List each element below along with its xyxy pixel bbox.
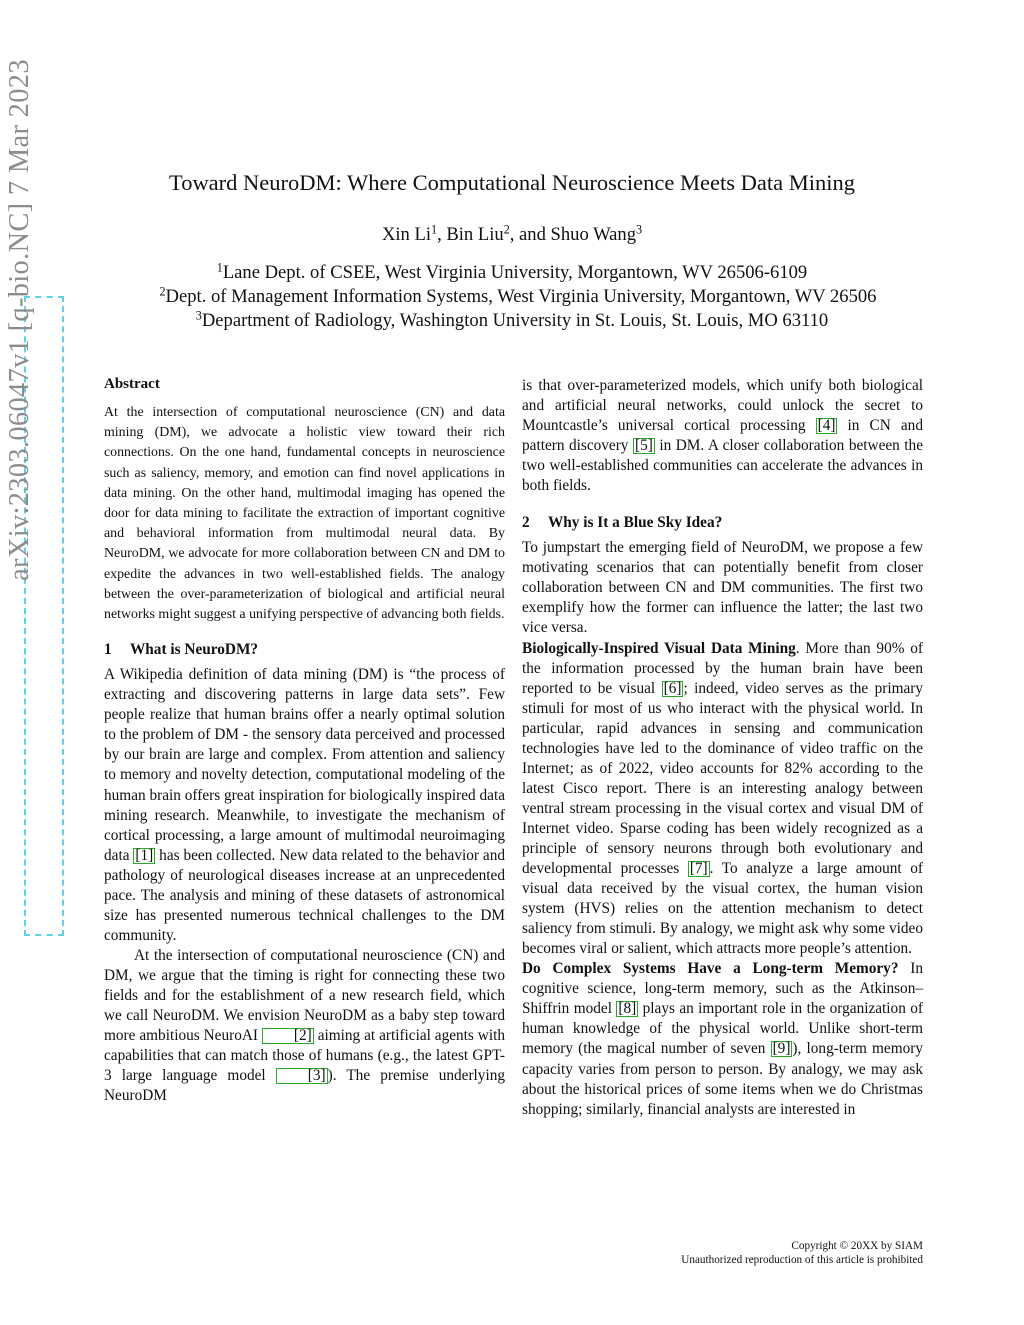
affiliation-mark: 3 [636,222,643,237]
affiliation-1 [0,262,1024,284]
paragraph-text: in DM. A closer collaboration between the two well-established communities can accelerate the advances in both fields. [522,437,923,495]
author-name: Xin Li [381,224,432,245]
citation-link[interactable]: [5] [634,437,653,455]
paragraph-text: ), long-term memory capacity varies from person to person. By analogy, we may ask about the historical prices of some items when we do Christmas shopping; similarly, financial analysts are interested in [522,1040,924,1118]
section-2-heading [522,514,923,532]
paragraph-text: ). The premise underlying NeuroDM [104,1067,506,1105]
abstract-body: At the intersection of computational neuroscience (CN) and data mining (DM), we advocate a holistic view toward their rich connections. On the one hand, fundamental concepts in neuroscience such as saliency, memory, and emotion can find novel applications in data mining. On the other hand, multimodal imaging has opened the door for data mining to facilitate the extraction of important cognitive and behavioral information from multimodal neural data. By NeuroDM, we advocate for more collaboration between CN and DM to expedite the advances in two well-established fields. The analogy between the over-parameterization of biological and artificial neural networks might suggest a unifying perspective of advancing both fields. [104,405,505,623]
paper-title: Toward NeuroDM: Where Computational Neuroscience Meets Data Mining [169,170,855,195]
affiliation-text: Lane Dept. of CSEE, West Virginia University, Morgantown, WV 26506-6109 [222,262,808,283]
paragraph-text: is that over-parameterized models, which unify both biological and artificial neural networks, could unlock the secret to Mountcastle’s universal cortical processing [522,377,923,435]
run-in-heading: Biologically-Inspired Visual Data Mining [522,639,796,657]
affiliation-mark: 2 [503,222,510,237]
citation-link[interactable]: [9] [772,1040,791,1058]
affiliation-mark: 2 [159,284,166,299]
right-column [522,376,923,1120]
paragraph-text: . More than 90% of the information processed by the human brain have been reported to be visual [522,639,924,697]
section-2-paragraph-1 [522,639,923,960]
section-title: What is NeuroDM? [130,641,259,659]
section-1-paragraph-3 [522,376,923,496]
section-number: 1 [104,641,112,659]
citation-link[interactable]: [4] [817,417,836,435]
section-1-paragraph-1 [104,665,505,946]
author-separator: , and [509,224,551,245]
copyright-footer [681,1240,923,1267]
paragraph-text: has been collected. New data related to the behavior and pathology of neurological diseases increase at an unprecedented pace. The analysis and mining of these datasets of astronomical size has presented numerous technical challenges to the DM community. [104,846,505,944]
left-column [104,376,505,1106]
abstract-heading: Abstract [104,376,160,392]
paragraph-text: A Wikipedia definition of data mining (DM) is “the process of extracting and discovering patterns in large data sets”. Few people realize that human brains offer a nearly optimal solution to the problem of DM - the sensory data perceived and processed by our brain are large and complex. From attention and saliency to memory and novelty detection, computational modeling of the human brain offers great inspiration for biologically inspired data mining research. Meanwhile, to investigate the mechanism of cortical processing, a large amount of multimodal neuroimaging data [104,666,505,864]
author-separator: , [437,224,447,245]
paragraph-text: In cognitive science, long-term memory, such as the Atkinson–Shiffrin model [522,960,923,1018]
arxiv-identifier[interactable]: arXiv:2303.06047v1 [q-bio.NC] 7 Mar 2023 [4,59,35,581]
section-2-intro: To jumpstart the emerging field of NeuroDM, we propose a few motivating scenarios that can potentially benefit from closer collaboration between CN and DM communities. The first two exemplify how the former can influence the latter; the last two vice versa. [522,539,923,637]
citation-link[interactable]: [8] [618,1000,637,1018]
citation-link[interactable]: [1] [135,846,154,864]
affiliation-mark: 1 [431,222,438,237]
citation-link[interactable]: [3] [276,1068,328,1084]
author-name: Shuo Wang [550,224,636,245]
citation-link[interactable]: [6] [663,679,682,697]
section-title: Why is It a Blue Sky Idea? [548,514,723,532]
paragraph-text: At the intersection of computational neuroscience (CN) and DM, we argue that the timing is right for connecting these two fields and for the establishment of a new research field, which we call NeuroDM. We envision NeuroDM as a baby step toward more ambitious NeuroAI [104,946,505,1045]
section-1-paragraph-2 [104,946,505,1106]
affiliation-text: Department of Radiology, Washington University in St. Louis, St. Louis, MO 63110 [201,310,829,331]
section-2-paragraph-2 [522,959,923,1119]
citation-link[interactable]: [2] [262,1028,314,1044]
paragraph-text: aiming at artificial agents with capabilities that can match those of humans (e.g., the latest GPT-3 large language model [104,1027,505,1085]
paragraph-text: ; indeed, video serves as the primary stimuli for most of us who interact with the physical world. In particular, rapid advances in sensing and communication technologies have led to the dominance of video traffic on the Internet; as of 2022, video accounts for 82% according to the latest Cisco report. There is an interesting analogy between ventral stream processing in the visual cortex and visual DM of Internet video. Sparse coding has been widely recognized as a principle of sensory neurons through both evolutionary and developmental processes [522,679,924,878]
affiliation-2 [12,286,1024,308]
run-in-heading: Do Complex Systems Have a Long-term Memory? [522,960,899,978]
paragraph-text: in CN and pattern discovery [522,417,923,455]
section-number: 2 [522,514,530,532]
affiliation-text: Dept. of Management Information Systems, West Virginia University, Morgantown, WV 26506 [165,286,877,307]
paragraph-text: plays an important role in the organization of human knowledge of the physical world. Unlike short-term memory (the magical number of seven [522,1000,923,1058]
reproduction-notice: Unauthorized reproduction of this article is prohibited [681,1253,923,1266]
author-name: Bin Liu [446,224,504,245]
copyright-line: Copyright © 20XX by SIAM [791,1240,923,1252]
author-list [0,224,1024,246]
paragraph-text: . To analyze a large amount of visual data received by the visual cortex, the human vision system (HVS) relies on the attention mechanism to detect saliency from stimuli. By analogy, we might ask why some video becomes viral or salient, which attracts more people’s attention. [522,860,923,958]
affiliation-mark: 1 [216,260,223,275]
citation-link[interactable]: [7] [689,860,708,878]
affiliation-3 [0,310,1024,332]
affiliation-mark: 3 [195,308,202,323]
section-1-heading [104,641,505,659]
